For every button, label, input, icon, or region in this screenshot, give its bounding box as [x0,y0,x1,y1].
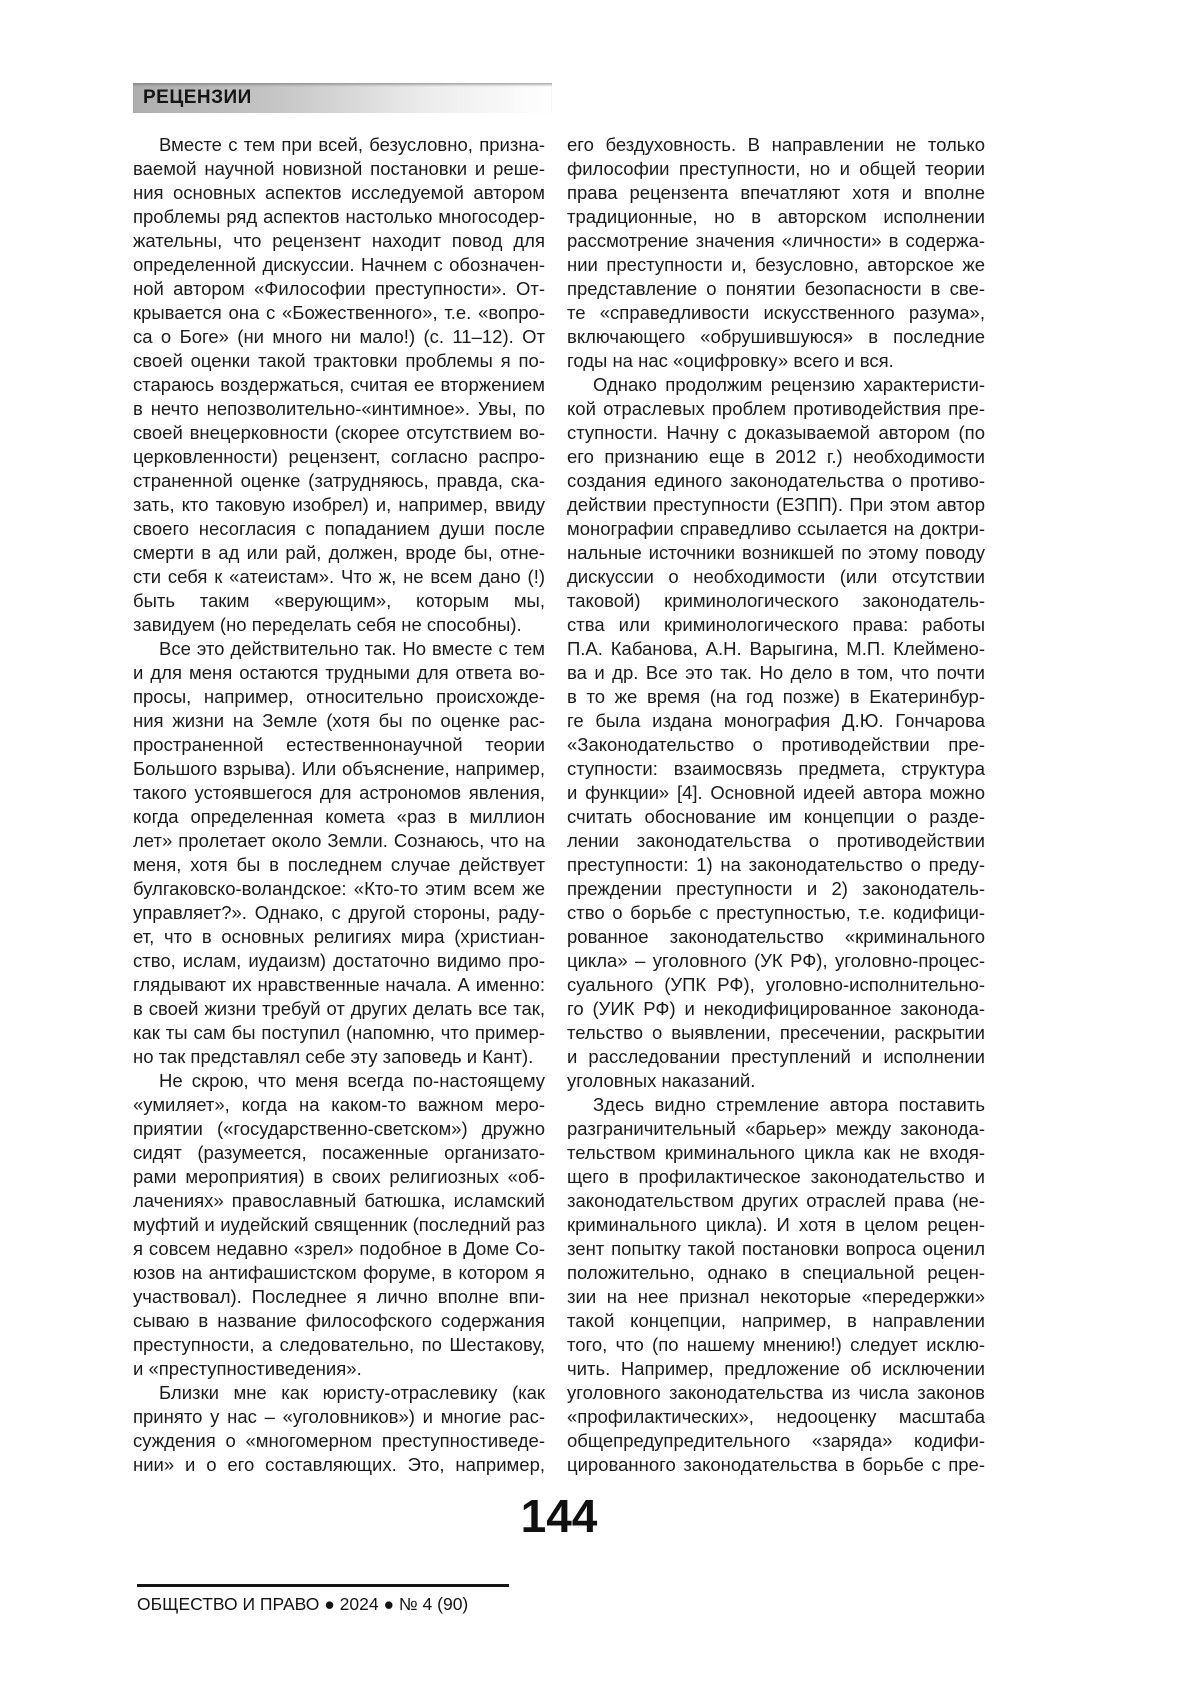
text-line: когда определенная комета «раз в миллион [133,806,545,827]
text-line: рассмотрение значения «личности» в содержа- [567,230,985,251]
text-line: лет» пролетает около Земли. Сознаюсь, что на [133,830,545,851]
text-line: быть таким «верующим», которым мы, [133,590,545,611]
text-line: цикла» – уголовного (УК РФ), уголовно-процес- [567,950,985,971]
text-line: ной автором «Философии преступности». От- [133,278,545,299]
text-line: нии преступности и, безусловно, авторское же [567,254,985,275]
text-line: тельство о выявлении, пресечении, раскрытии [567,1022,985,1043]
text-line: пространенной естественнонаучной теории [133,734,545,755]
text-line: монографии справедливо ссылается на доктри- [567,518,985,539]
text-line: страненной оценке (затрудняюсь, правда, ска- [133,470,545,491]
text-line: стараюсь воздержаться, считая ее вторжением [133,374,545,395]
text-line: зии на нее признал некоторые «передержки» [567,1286,985,1307]
text-line: церковленности) рецензент, согласно распро- [133,446,545,467]
text-line: ваемой научной новизной постановки и реше- [133,158,545,179]
text-line: принято у нас – «уголовников») и многие рас- [133,1406,545,1427]
text-line: чить. Например, предложение об исключении [567,1358,985,1379]
text-line: его признанию еще в 2012 г.) необходимости [567,446,985,467]
text-line: суждения о «многомерном преступностиведе- [133,1430,545,1451]
text-line: традиционные, но в авторском исполнении [567,206,985,227]
text-line: его бездуховность. В направлении не только [567,134,985,155]
text-line: лачениях» православный батюшка, исламский [133,1190,545,1211]
text-line: и «преступностиведения». [133,1358,362,1379]
column-left [133,133,545,1477]
text-line: ва и др. Все это так. Но дело в том, что почти [567,662,985,683]
text-line: сидят (разумеется, посаженные организато- [133,1142,545,1163]
text-line: щего в профилактическое законодательство и [567,1166,985,1187]
text-line: положительно, однако в специальной рецен- [567,1262,985,1283]
text-line: управляет?». Однако, с другой стороны, раду- [133,902,545,923]
text-line: ство о борьбе с преступностью, т.е. кодифици- [567,902,985,923]
text-line: я совсем недавно «зрел» подобное в Доме Со- [133,1238,545,1259]
text-line: ге была издана монография Д.Ю. Гончарова [567,710,985,731]
footer-rule [137,1584,509,1587]
text-line: ства или криминологического права: работы [567,614,985,635]
text-line: уголовных наказаний. [567,1070,756,1091]
text-line: крывается она с «Божественного», т.е. «вопро- [133,302,545,323]
text-line: сываю в название философского содержания [133,1310,545,1331]
text-line: нии» и о его составляющих. Это, например, [133,1454,545,1475]
text-line: просы, например, относительно происхожде- [133,686,545,707]
text-line: проблемы ряд аспектов настолько многосодер- [133,206,545,227]
text-line: юзов на антифашистском форуме, в котором я [133,1262,545,1283]
text-line: меня, хотя бы в последнем случае действует [133,854,545,875]
text-line: глядывают их нравственные начала. А именно: [133,974,545,995]
text-line: те «справедливости искусственного разума», [567,302,985,323]
page-number: 144 [520,1490,598,1542]
text-line: Не скрою, что меня всегда по-настоящему [159,1070,545,1091]
text-line: муфтий и иудейский священник (последний раз [133,1214,545,1235]
text-line: преступности: 1) на законодательство о преду- [567,854,985,875]
text-line: ступности: взаимосвязь предмета, структура [567,758,985,779]
text-line: Все это действительно так. Но вместе с тем [159,638,545,659]
text-line: го (УИК РФ) и некодифицированное законода- [567,998,985,1019]
text-line: зент попытку такой постановки вопроса оценил [567,1238,985,1259]
text-line: законодательством других отраслей права (не- [567,1190,985,1211]
text-line: рами мероприятия) в своих религиозных «об- [133,1166,545,1187]
text-line: П.А. Кабанова, А.Н. Варыгина, М.П. Клеймено- [567,638,985,659]
column-right [567,133,985,1477]
text-line: общепредупредительного «заряда» кодифи- [567,1430,985,1451]
text-line: преждении преступности и 2) законодатель- [567,878,985,899]
text-line: «умиляет», когда на каком-то важном меро- [133,1094,545,1115]
text-line: таковой) криминологического законодатель- [567,590,985,611]
text-line: приятии («государственно-светском») дружно [133,1118,545,1139]
text-line: Близки мне как юристу-отраслевику (как [159,1382,545,1403]
text-line: и для меня остаются трудными для ответа во- [133,662,545,683]
text-line: рованное законодательство «криминального [567,926,985,947]
text-line: но так представлял себе эту заповедь и Кант). [133,1046,534,1067]
text-line: годы на нас «оцифровку» всего и вся. [567,350,894,371]
text-line: в нечто непозволительно-«интимное». Увы, по [133,398,545,419]
text-line: Однако продолжим рецензию характеристи- [593,374,985,395]
text-line: зать, кто таковую изобрел) и, например, ввиду [133,494,545,515]
text-line: ет, что в основных религиях мира (христиан- [133,926,545,947]
text-line: криминального цикла). И хотя в целом рецен- [567,1214,985,1235]
text-line: преступности, а следовательно, по Шестакову, [133,1334,545,1355]
text-line: «профилактических», недооценку масштаба [567,1406,985,1427]
text-line: как ты сам бы поступил (напомню, что пример- [133,1022,545,1043]
text-line: философии преступности, но и общей теории [567,158,985,179]
text-line: Здесь видно стремление автора поставить [593,1094,985,1115]
text-line: включающего «обрушившуюся» в последние [567,326,985,347]
text-line: «Законодательство о противодействии пре- [567,734,985,755]
text-line: ния основных аспектов исследуемой автором [133,182,545,203]
text-line: такой концепции, например, в направлении [567,1310,985,1331]
text-line: смерти в ад или рай, должен, вроде бы, отне- [133,542,545,563]
text-line: ния жизни на Земле (хотя бы по оценке рас- [133,710,545,731]
text-line: са о Боге» (ни много ни мало!) (с. 11–12). От [133,326,545,347]
text-line: представление о понятии безопасности в све- [567,278,985,299]
section-header-label: РЕЦЕНЗИИ [143,87,252,108]
text-line: ступности. Начну с доказываемой автором (по [567,422,985,443]
text-line: своей оценки такой трактовки проблемы я по- [133,350,545,371]
text-line: разграничительный «барьер» между законода- [567,1118,985,1139]
text-line: дискуссии о необходимости (или отсутствии [567,566,985,587]
text-line: жательны, что рецензент находит повод для [133,230,545,251]
text-line: кой отраслевых проблем противодействия пре- [567,398,985,419]
text-line: булгаковско-воландское: «Кто-то этим всем же [133,878,545,899]
text-line: и расследовании преступлений и исполнении [567,1046,985,1067]
text-line: цированного законодательства в борьбе с пре- [567,1454,985,1475]
text-line: Вместе с тем при всей, безусловно, призна- [159,134,545,155]
text-line: определенной дискуссии. Начнем с обозначен- [133,254,545,275]
text-line: тельством криминального цикла как не входя- [567,1142,985,1163]
text-line: ство, ислам, иудаизм) достаточно видимо про- [133,950,545,971]
text-line: лении законодательства о противодействии [567,830,985,851]
text-line: уголовного законодательства из числа законов [567,1382,985,1403]
text-line: суального (УПК РФ), уголовно-исполнительно- [567,974,985,995]
text-line: в то же время (на год позже) в Екатеринбур- [567,686,985,707]
text-line: того, что (по нашему мнению!) следует исклю- [567,1334,985,1355]
text-line: участвовал). Последнее я лично вполне впи- [133,1286,545,1307]
text-line: действии преступности (ЕЗПП). При этом автор [567,494,985,515]
text-line: такого устоявшегося для астрономов явления, [133,782,545,803]
text-line: сти себя к «атеистам». Что ж, не всем дано (!) [133,566,545,587]
text-line: и функции» [4]. Основной идеей автора можно [567,782,985,803]
text-line: Большого взрыва). Или объяснение, например, [133,758,545,779]
text-line: завидуем (но переделать себя не способны). [133,614,522,635]
journal-footer: ОБЩЕСТВО И ПРАВО ● 2024 ● № 4 (90) [137,1594,469,1614]
text-line: создания единого законодательства о противо- [567,470,985,491]
text-line: в своей жизни требуй от других делать все так, [133,998,545,1019]
text-line: считать обоснование им концепции о разде- [567,806,985,827]
section-header-band [133,83,552,113]
text-line: права рецензента впечатляют хотя и вполне [567,182,985,203]
text-line: своей внецерковности (скорее отсутствием во- [133,422,545,443]
text-line: нальные источники возникшей по этому поводу [567,542,985,563]
text-line: своего несогласия с попаданием души после [133,518,545,539]
